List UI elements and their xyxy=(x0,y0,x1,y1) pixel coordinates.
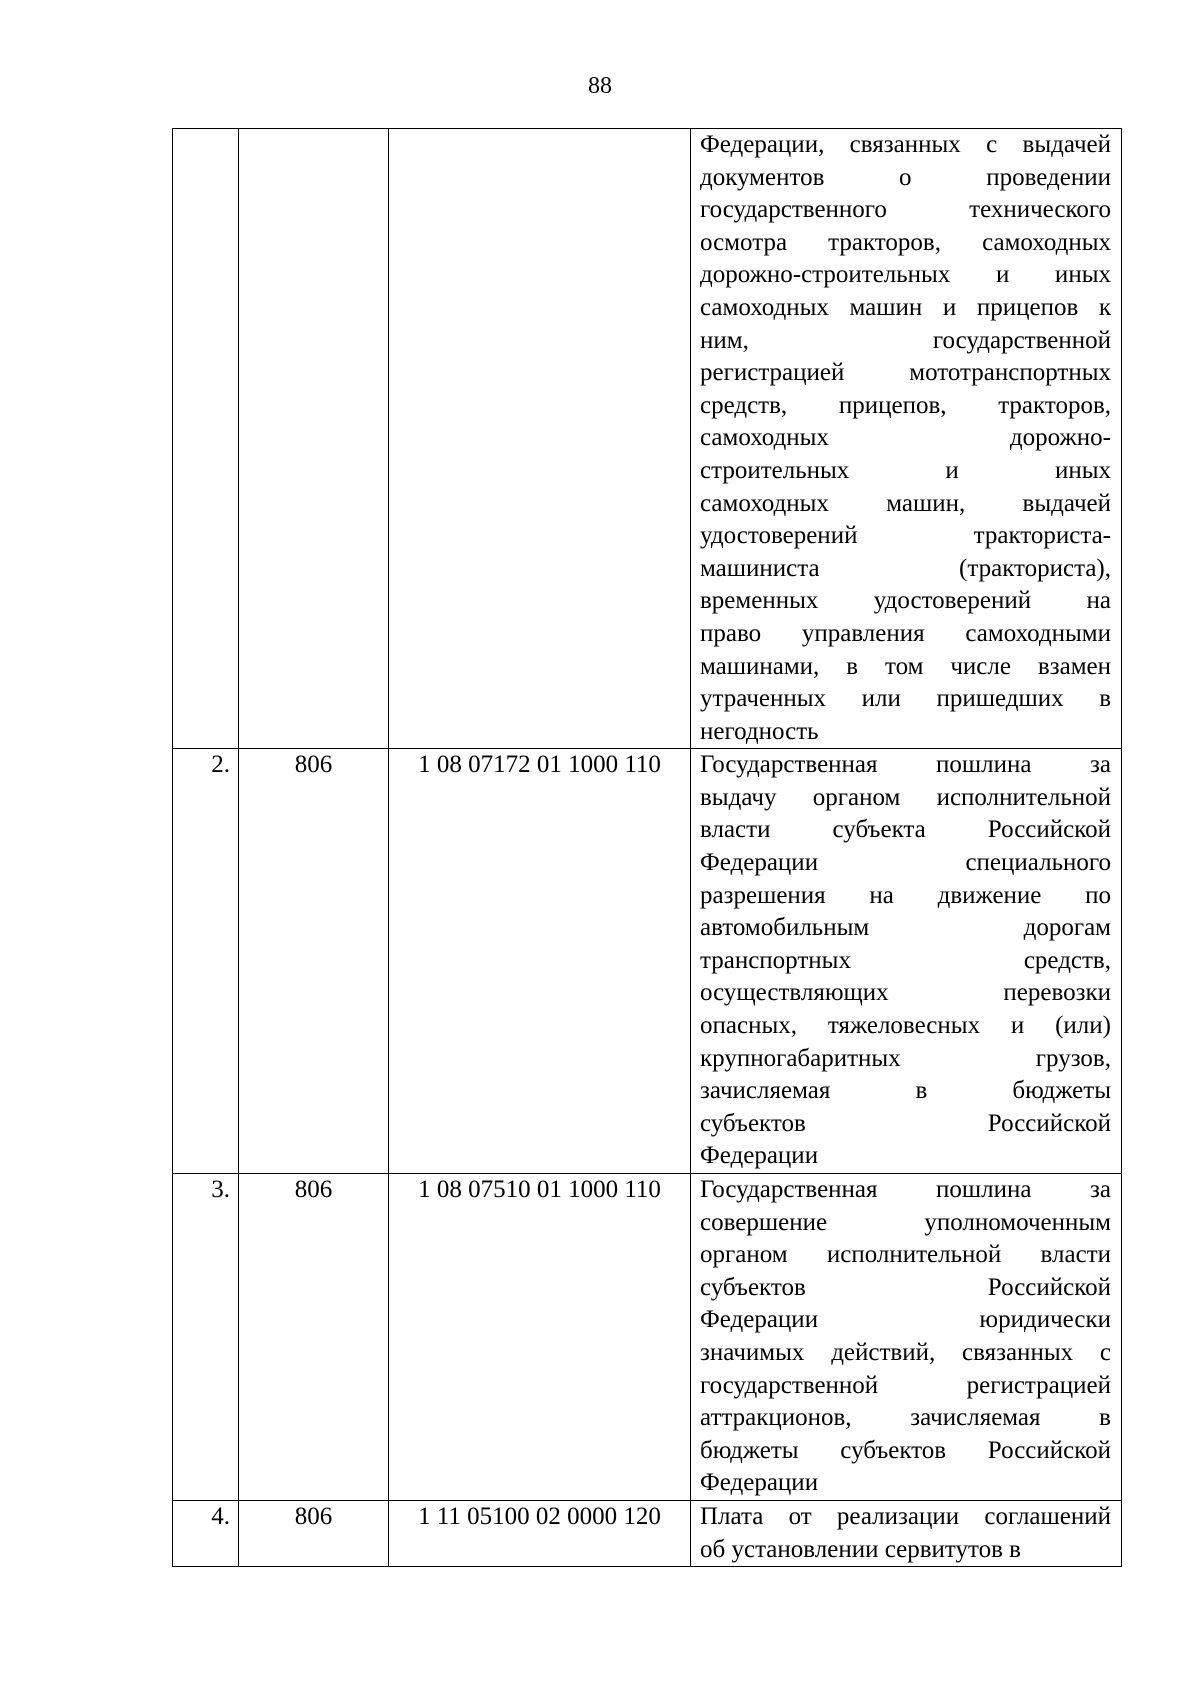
description-line: Государственная пошлина за xyxy=(700,751,1111,779)
row-number: 4. xyxy=(173,1500,239,1566)
row-number: 2. xyxy=(173,749,239,1174)
description-line: удостоверений тракториста- xyxy=(700,522,1111,550)
description-line: дорожно-строительных и иных xyxy=(700,261,1111,289)
description-line: органом исполнительной власти xyxy=(700,1241,1111,1269)
description-line: значимых действий, связанных с xyxy=(700,1338,1111,1366)
description-line: бюджеты субъектов Российской xyxy=(700,1436,1111,1464)
description-line: негодность xyxy=(700,717,819,745)
description-line: совершение уполномоченным xyxy=(700,1208,1111,1236)
budget-classification-code: 1 11 05100 02 0000 120 xyxy=(389,1500,691,1566)
description-line: субъектов Российской xyxy=(700,1273,1111,1301)
description-line: аттракционов, зачисляемая в xyxy=(700,1404,1111,1432)
description-line: строительных и иных xyxy=(700,456,1111,484)
description-line: самоходных дорожно- xyxy=(700,424,1111,452)
description-line: выдачу органом исполнительной xyxy=(700,783,1111,811)
budget-classification-code: 1 08 07172 01 1000 110 xyxy=(389,749,691,1174)
description-line: Федерации, связанных с выдачей xyxy=(700,131,1111,158)
description-line: разрешения на движение по xyxy=(700,881,1111,909)
admin-code xyxy=(239,129,389,749)
description-line: осуществляющих перевозки xyxy=(700,979,1111,1007)
revenue-codes-table xyxy=(172,128,1122,1567)
description-line: зачисляемая в бюджеты xyxy=(700,1077,1111,1105)
description-line: ним, государственной xyxy=(700,326,1111,354)
description-line: документов о проведении xyxy=(700,163,1111,191)
revenue-description xyxy=(691,129,1122,749)
description-line: власти субъекта Российской xyxy=(700,816,1111,844)
revenue-description xyxy=(691,1500,1122,1566)
description-line: временных удостоверений на xyxy=(700,587,1111,615)
description-line: государственного технического xyxy=(700,196,1111,224)
admin-code: 806 xyxy=(239,1174,389,1501)
revenue-description xyxy=(691,749,1122,1174)
description-line: Федерации xyxy=(700,1142,819,1170)
admin-code: 806 xyxy=(239,1500,389,1566)
description-line: Государственная пошлина за xyxy=(700,1176,1111,1203)
table-body xyxy=(173,129,1122,1567)
description-line: машиниста (тракториста), xyxy=(700,554,1111,582)
row-number xyxy=(173,129,239,749)
description-line: утраченных или пришедших в xyxy=(700,685,1111,713)
description-line: Плата от реализации соглашений xyxy=(700,1502,1111,1530)
description-line: Федерации юридически xyxy=(700,1306,1111,1334)
page-number: 88 xyxy=(588,73,612,99)
budget-classification-code: 1 08 07510 01 1000 110 xyxy=(389,1174,691,1501)
description-line: осмотра тракторов, самоходных xyxy=(700,228,1111,256)
description-line: Федерации xyxy=(700,1469,819,1497)
description-line: самоходных машин и прицепов к xyxy=(700,293,1111,321)
table-row xyxy=(173,129,1122,749)
row-number: 3. xyxy=(173,1174,239,1501)
description-line: опасных, тяжеловесных и (или) xyxy=(700,1012,1111,1040)
description-line: субъектов Российской xyxy=(700,1109,1111,1137)
table-row xyxy=(173,1174,1122,1501)
table-row xyxy=(173,1500,1122,1566)
description-line: крупногабаритных грузов, xyxy=(700,1044,1111,1072)
description-line: автомобильным дорогам xyxy=(700,914,1111,942)
description-line: самоходных машин, выдачей xyxy=(700,489,1111,517)
description-line: регистрацией мототранспортных xyxy=(700,359,1111,387)
description-line: право управления самоходными xyxy=(700,619,1111,647)
description-line: машинами, в том числе взамен xyxy=(700,652,1111,680)
description-line: государственной регистрацией xyxy=(700,1371,1111,1399)
description-line: средств, прицепов, тракторов, xyxy=(700,391,1111,419)
description-line: Федерации специального xyxy=(700,849,1111,877)
table-row xyxy=(173,749,1122,1174)
admin-code: 806 xyxy=(239,749,389,1174)
description-line: транспортных средств, xyxy=(700,946,1111,974)
description-line: об установлении сервитутов в xyxy=(700,1535,1021,1563)
revenue-description xyxy=(691,1174,1122,1501)
budget-classification-code xyxy=(389,129,691,749)
